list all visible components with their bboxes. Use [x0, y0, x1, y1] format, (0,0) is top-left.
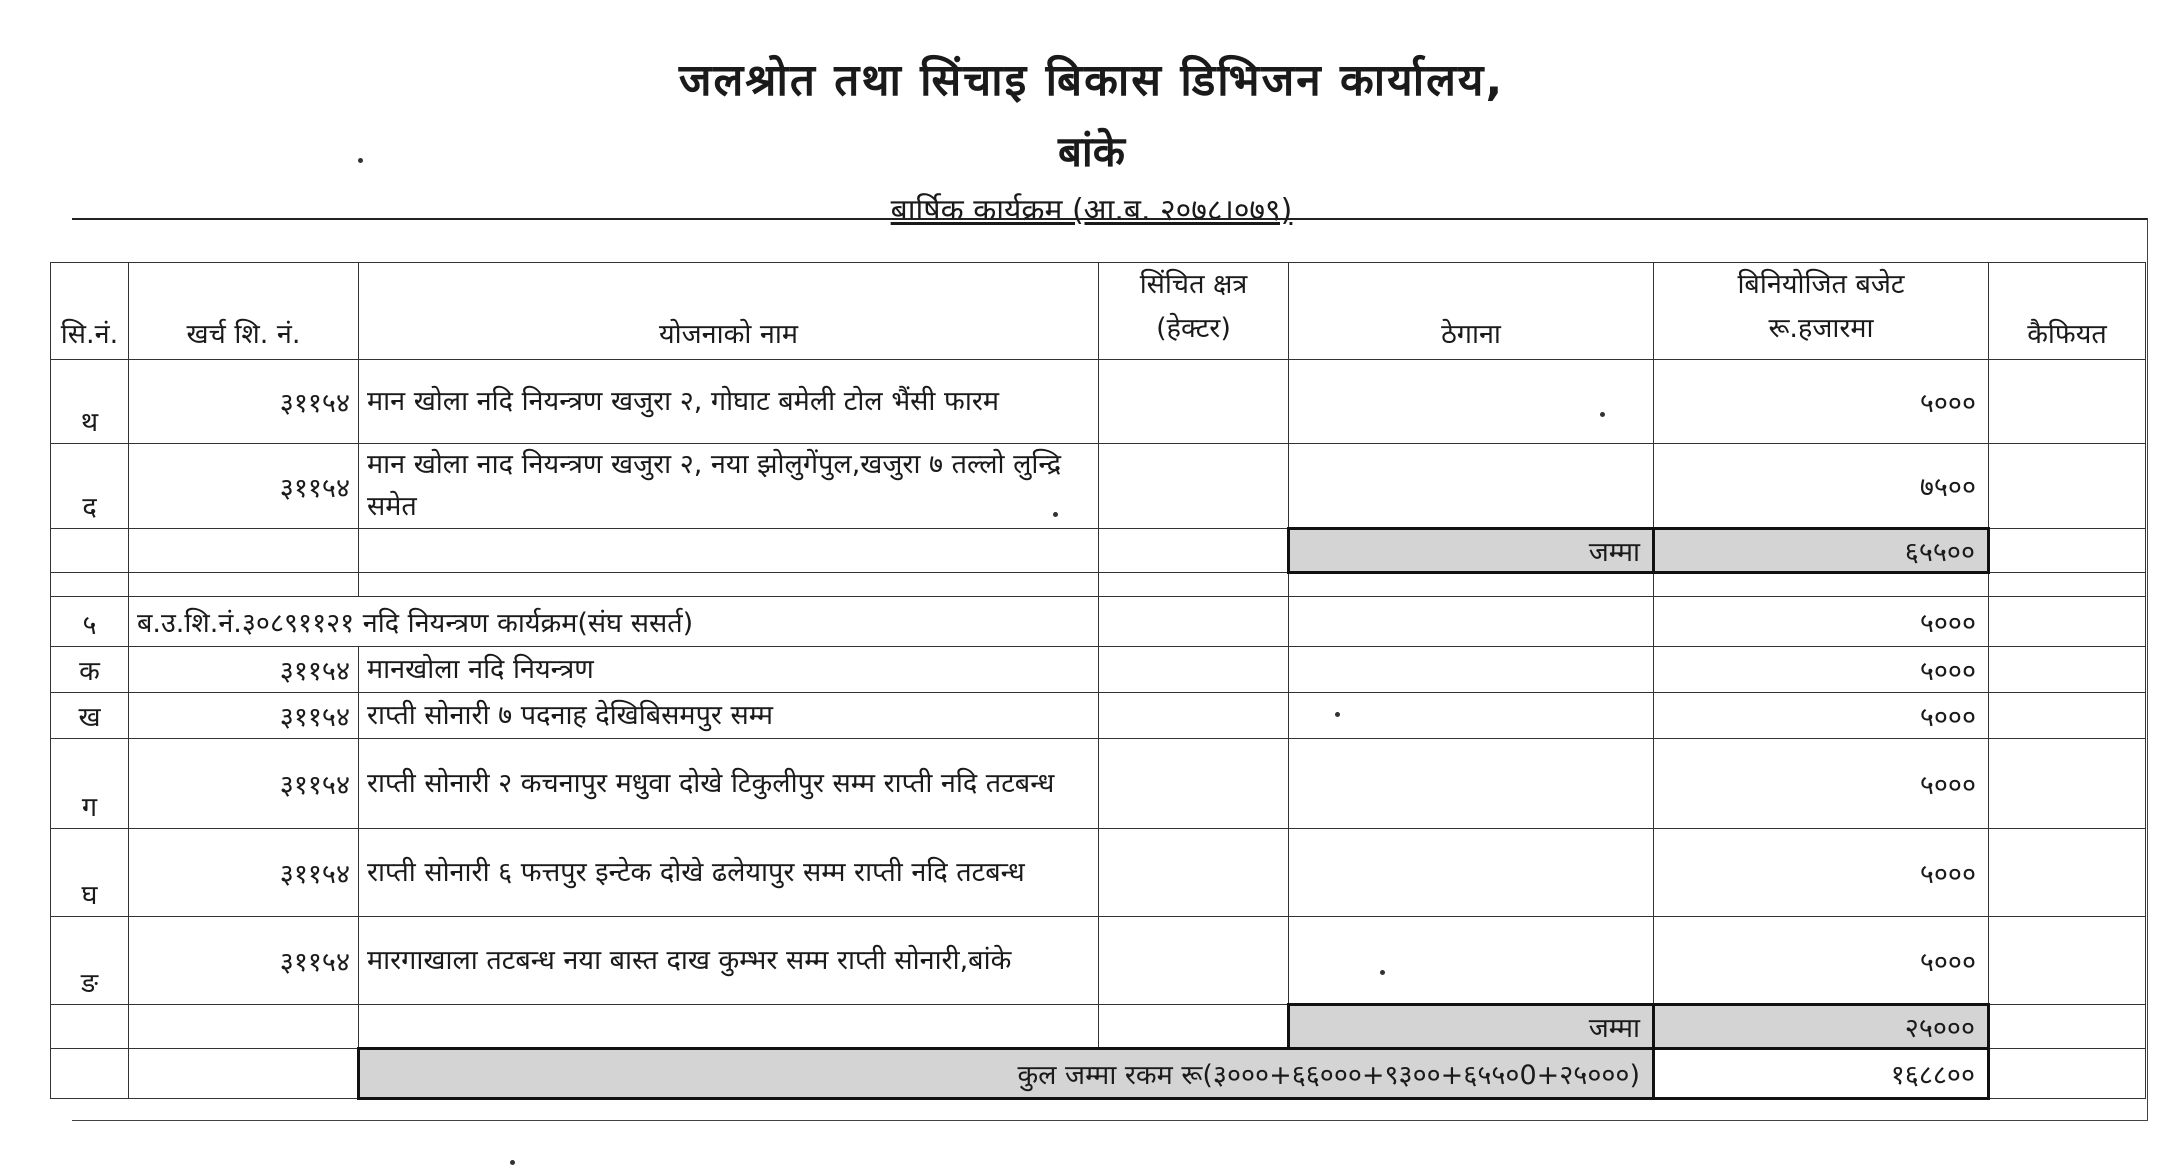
blank-cell [129, 573, 359, 597]
row-address [1289, 917, 1654, 1005]
row-area [1099, 917, 1289, 1005]
row-sn: क [51, 647, 129, 693]
row-name: राप्ती सोनारी ७ पदनाह देखिबिसमपुर सम्म [359, 693, 1099, 739]
blank-cell [359, 529, 1099, 573]
table-header-row [51, 263, 2146, 360]
grand-total-label: कुल जम्मा रकम रू(३०००+६६०००+९३००+६५५०0+२५०००) [359, 1049, 1654, 1099]
row-amount: ५००० [1654, 693, 1989, 739]
blank-cell [1289, 597, 1654, 647]
program-table [50, 262, 2146, 1100]
scan-speck [1380, 970, 1385, 975]
row-area [1099, 739, 1289, 829]
row-sn: घ [51, 829, 129, 917]
blank-cell [1654, 573, 1989, 597]
blank-cell [1099, 573, 1289, 597]
header-address: ठेगाना [1289, 263, 1654, 360]
table-row [51, 693, 2146, 739]
row-amount: ५००० [1654, 360, 1989, 444]
row-code: ३११५४ [129, 647, 359, 693]
blank-cell [129, 529, 359, 573]
blank-cell [1099, 1005, 1289, 1049]
row-code: ३११५४ [129, 444, 359, 529]
program-subtitle: बार्षिक कार्यक्रम (आ.ब. २०७८।०७९) [890, 193, 1293, 228]
header-sn: सि.नं. [51, 263, 129, 360]
row-sn: थ [51, 360, 129, 444]
spacer-row [51, 573, 2146, 597]
row-amount: ७५०० [1654, 444, 1989, 529]
row-name: राप्ती सोनारी ६ फत्तपुर इन्टेक दोखे ढलेयापुर सम्म राप्ती नदि तटबन्ध [359, 829, 1099, 917]
subtotal-amount: २५००० [1654, 1005, 1989, 1049]
row-address [1289, 444, 1654, 529]
row-area [1099, 360, 1289, 444]
scan-speck [1053, 512, 1058, 517]
row-address [1289, 360, 1654, 444]
row-remarks [1989, 739, 2146, 829]
subtotal-row [51, 1005, 2146, 1049]
blank-cell [129, 1005, 359, 1049]
blank-cell [1989, 1049, 2146, 1099]
table-row [51, 917, 2146, 1005]
header-code: खर्च शि. नं. [129, 263, 359, 360]
grand-total-row [51, 1049, 2146, 1099]
blank-cell [51, 1049, 129, 1099]
row-amount: ५००० [1654, 739, 1989, 829]
row-remarks [1989, 360, 2146, 444]
blank-cell [1989, 573, 2146, 597]
header-budget: बिनियोजित बजेट रू.हजारमा [1654, 263, 1989, 360]
row-name: मान खोला नाद नियन्त्रण खजुरा २, नया झोलुगेंपुल,खजुरा ७ तल्लो लुन्द्रि समेत [359, 444, 1099, 529]
subtotal-amount: ६५५०० [1654, 529, 1989, 573]
row-sn: ग [51, 739, 129, 829]
table-row [51, 444, 2146, 529]
row-area [1099, 444, 1289, 529]
scan-speck [358, 158, 363, 163]
row-sn: ङ [51, 917, 129, 1005]
scan-speck [510, 1160, 515, 1165]
blank-cell [1989, 529, 2146, 573]
table-row [51, 829, 2146, 917]
header-area: सिंचित क्षत्र (हेक्टर) [1099, 263, 1289, 360]
row-code: ३११५४ [129, 739, 359, 829]
row-amount: ५००० [1654, 597, 1989, 647]
subtotal-label: जम्मा [1289, 529, 1654, 573]
row-amount: ५००० [1654, 829, 1989, 917]
subtotal-label: जम्मा [1289, 1005, 1654, 1049]
grand-total-amount: १६८८०० [1654, 1049, 1989, 1099]
row-area [1099, 693, 1289, 739]
table-row [51, 739, 2146, 829]
row-address [1289, 739, 1654, 829]
row-sn: ख [51, 693, 129, 739]
blank-cell [51, 1005, 129, 1049]
row-sn: द [51, 444, 129, 529]
subtotal-row [51, 529, 2146, 573]
office-title: जलश्रोत तथा सिंचाइ बिकास डिभिजन कार्यालय, [678, 55, 1505, 106]
blank-cell [1989, 597, 2146, 647]
row-remarks [1989, 444, 2146, 529]
header-remarks: कैफियत [1989, 263, 2146, 360]
row-name: मानखोला नदि नियन्त्रण [359, 647, 1099, 693]
blank-cell [1099, 529, 1289, 573]
blank-cell [1289, 573, 1654, 597]
row-remarks [1989, 647, 2146, 693]
row-name: राप्ती सोनारी २ कचनापुर मधुवा दोखे टिकुलीपुर सम्म राप्ती नदि तटबन्ध [359, 739, 1099, 829]
row-code: ३११५४ [129, 360, 359, 444]
row-area [1099, 647, 1289, 693]
table-row [51, 360, 2146, 444]
scan-speck [1335, 712, 1340, 717]
row-amount: ५००० [1654, 917, 1989, 1005]
section-sn: ५ [51, 597, 129, 647]
office-location: बांके [1057, 127, 1126, 176]
row-address [1289, 693, 1654, 739]
row-code: ३११५४ [129, 829, 359, 917]
table-row [51, 647, 2146, 693]
blank-cell [1989, 1005, 2146, 1049]
row-code: ३११५४ [129, 917, 359, 1005]
section-title: ब.उ.शि.नं.३०८९११२१ नदि नियन्त्रण कार्यक्रम(संघ ससर्त) [129, 597, 1099, 647]
row-name: मारगाखाला तटबन्ध नया बास्त दाख कुम्भर सम्म राप्ती सोनारी,बांके [359, 917, 1099, 1005]
blank-cell [1099, 597, 1289, 647]
row-remarks [1989, 829, 2146, 917]
row-code: ३११५४ [129, 693, 359, 739]
row-amount: ५००० [1654, 647, 1989, 693]
row-remarks [1989, 917, 2146, 1005]
row-remarks [1989, 693, 2146, 739]
row-address [1289, 647, 1654, 693]
blank-cell [359, 573, 1099, 597]
blank-cell [129, 1049, 359, 1099]
row-address [1289, 829, 1654, 917]
row-area [1099, 829, 1289, 917]
blank-cell [51, 529, 129, 573]
row-name: मान खोला नदि नियन्त्रण खजुरा २, गोघाट बमेली टोल भैंसी फारम [359, 360, 1099, 444]
blank-cell [51, 573, 129, 597]
scan-speck [1600, 412, 1605, 417]
blank-cell [359, 1005, 1099, 1049]
header-name: योजनाको नाम [359, 263, 1099, 360]
section-row [51, 597, 2146, 647]
